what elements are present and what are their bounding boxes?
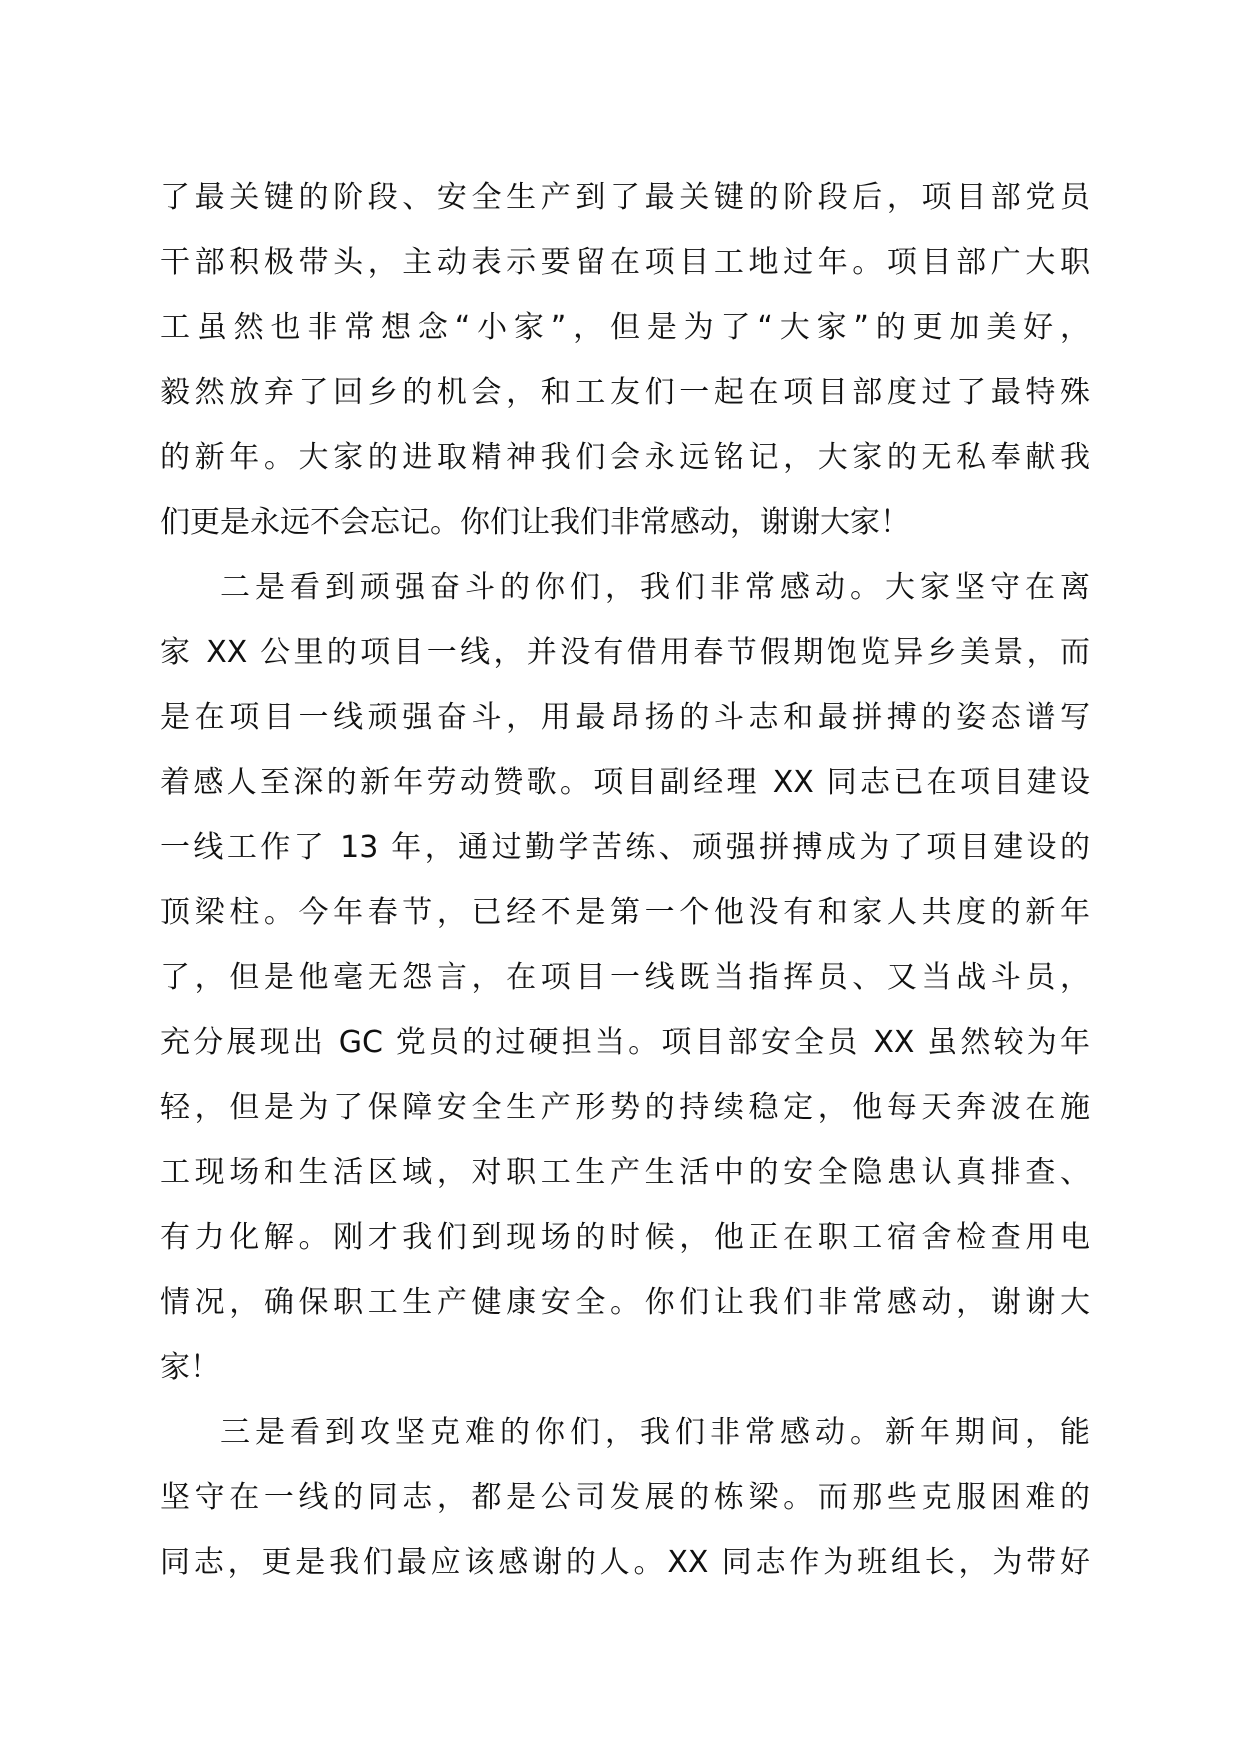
text-line: 干部积极带头，主动表示要留在项目工地过年。项目部广大职 [160,245,1090,280]
text-line: 工虽然也非常想念“小家”，但是为了“大家”的更加美好， [160,310,1090,345]
text-line: 了，但是他毫无怨言，在项目一线既当指挥员、又当战斗员， [160,960,1090,995]
text-line: 是在项目一线顽强奋斗，用最昂扬的斗志和最拼搏的姿态谱写 [160,700,1090,735]
text-line: 同志，更是我们最应该感谢的人。XX 同志作为班组长，为带好 [160,1545,1090,1580]
text-line: 有力化解。刚才我们到现场的时候，他正在职工宿舍检查用电 [160,1220,1090,1255]
paragraph-start-line: 三是看到攻坚克难的你们，我们非常感动。新年期间，能 [220,1415,1090,1450]
text-line: 坚守在一线的同志，都是公司发展的栋梁。而那些克服困难的 [160,1480,1090,1515]
text-line: 家！ [160,1350,220,1385]
paragraph-start-line: 二是看到顽强奋斗的你们，我们非常感动。大家坚守在离 [220,570,1090,605]
text-line: 一线工作了 13 年，通过勤学苦练、顽强拼搏成为了项目建设的 [160,830,1090,865]
body-text [160,165,1090,1595]
text-line: 充分展现出 GC 党员的过硬担当。项目部安全员 XX 虽然较为年 [160,1025,1090,1060]
text-line: 工现场和生活区域，对职工生产生活中的安全隐患认真排查、 [160,1155,1090,1190]
text-line: 顶梁柱。今年春节，已经不是第一个他没有和家人共度的新年 [160,895,1090,930]
text-line: 了最关键的阶段、安全生产到了最关键的阶段后，项目部党员 [160,180,1090,215]
text-line: 家 XX 公里的项目一线，并没有借用春节假期饱览异乡美景，而 [160,635,1090,670]
text-line: 毅然放弃了回乡的机会，和工友们一起在项目部度过了最特殊 [160,375,1090,410]
text-line: 着感人至深的新年劳动赞歌。项目副经理 XX 同志已在项目建设 [160,765,1090,800]
text-line: 情况，确保职工生产健康安全。你们让我们非常感动，谢谢大 [160,1285,1090,1320]
text-line: 们更是永远不会忘记。你们让我们非常感动，谢谢大家！ [160,505,910,540]
text-line: 的新年。大家的进取精神我们会永远铭记，大家的无私奉献我 [160,440,1090,475]
text-line: 轻，但是为了保障安全生产形势的持续稳定，他每天奔波在施 [160,1090,1090,1125]
